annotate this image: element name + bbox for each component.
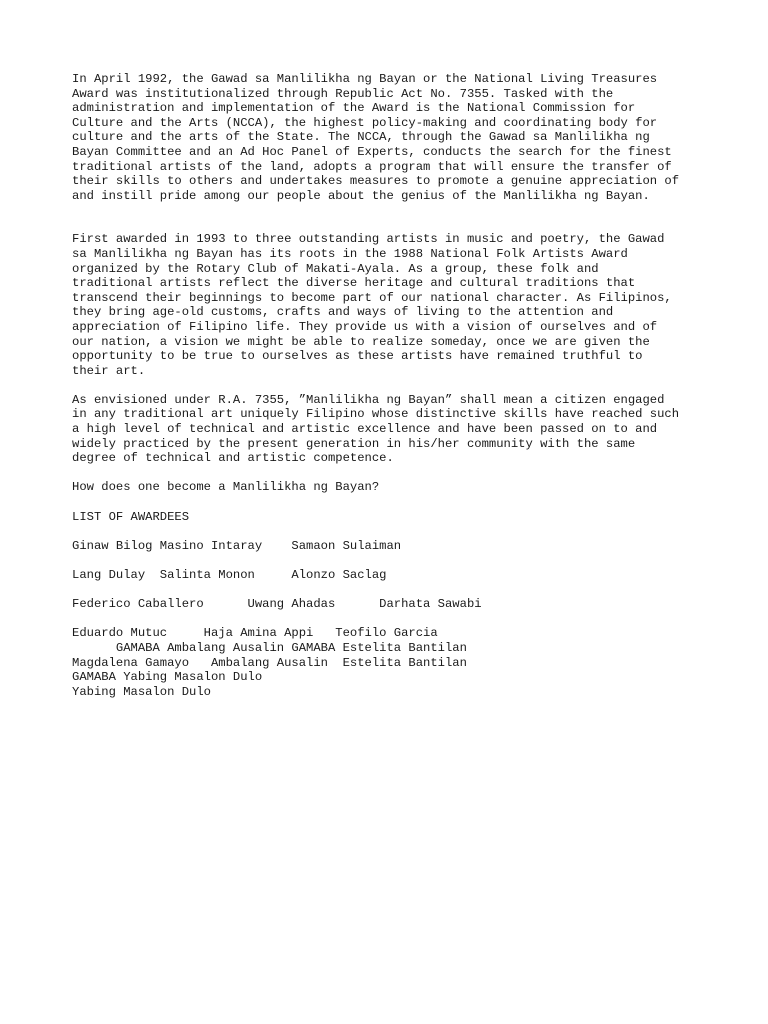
paragraph-spacer (72, 612, 752, 627)
text-line: their skills to others and undertakes measures to promote a genuine appreciation of (72, 174, 680, 189)
text-line: degree of technical and artistic competence. (72, 451, 394, 466)
intro-paragraph (72, 72, 752, 203)
text-line: in any traditional art uniquely Filipino whose distinctive skills have reached such (72, 407, 680, 422)
text-line: they bring age-old customs, crafts and ways of living to the attention and (72, 305, 614, 320)
text-line: traditional artists reflect the diverse heritage and cultural traditions that (72, 276, 636, 291)
text-line: a high level of technical and artistic excellence and have been passed on to and (72, 422, 658, 437)
awardee-line: GAMABA Yabing Masalon Dulo (72, 670, 263, 685)
text-line: organized by the Rotary Club of Makati-Ayala. As a group, these folk and (72, 261, 599, 276)
text-line: sa Manlilikha ng Bayan has its roots in the 1988 National Folk Artists Award (72, 246, 628, 261)
paragraph-spacer (72, 203, 752, 232)
paragraph-spacer (72, 495, 752, 510)
text-line: Culture and the Arts (NCCA), the highest policy-making and coordinating body for (72, 115, 658, 130)
text-line: In April 1992, the Gawad sa Manlilikha ng Bayan or the National Living Treasures (72, 72, 658, 86)
paragraph-spacer (72, 378, 752, 393)
history-paragraph (72, 232, 752, 378)
text-line: First awarded in 1993 to three outstanding artists in music and poetry, the Gawad (72, 232, 665, 247)
text-line: widely practiced by the present generation in his/her community with the same (72, 436, 636, 451)
awardee-row: Federico Caballero Uwang Ahadas Darhata Sawabi (72, 597, 482, 612)
paragraph-spacer (72, 466, 752, 481)
awardee-line: GAMABA Ambalang Ausalin GAMABA Estelita Bantilan (72, 640, 467, 655)
text-line: culture and the arts of the State. The NCCA, through the Gawad sa Manlilikha ng (72, 130, 650, 145)
paragraph-spacer (72, 583, 752, 598)
list-heading: LIST OF AWARDEES (72, 509, 190, 524)
awardee-row: Lang Dulay Salinta Monon Alonzo Saclag (72, 568, 387, 582)
awardee-block (72, 626, 752, 699)
text-line: and instill pride among our people about the genius of the Manlilikha ng Bayan. (72, 188, 650, 203)
awardee-line: Eduardo Mutuc Haja Amina Appi Teofilo Garcia (72, 626, 438, 641)
paragraph-spacer (72, 553, 752, 568)
text-line: Bayan Committee and an Ad Hoc Panel of Experts, conducts the search for the finest (72, 144, 672, 159)
text-line: administration and implementation of the Award is the National Commission for (72, 101, 636, 116)
paragraph-spacer (72, 524, 752, 539)
text-line: Award was institutionalized through Republic Act No. 7355. Tasked with the (72, 86, 614, 101)
document-page (72, 72, 752, 699)
text-line: transcend their beginnings to become part of our national character. As Filipinos, (72, 290, 672, 305)
awardee-line: Magdalena Gamayo Ambalang Ausalin Estelita Bantilan (72, 655, 467, 670)
definition-paragraph (72, 393, 752, 466)
text-line: opportunity to be true to ourselves as these artists have remained truthful to (72, 349, 643, 364)
awardee-row: Ginaw Bilog Masino Intaray Samaon Sulaiman (72, 538, 402, 553)
text-line: As envisioned under R.A. 7355, ”Manlilikha ng Bayan” shall mean a citizen engaged (72, 392, 665, 407)
text-line: appreciation of Filipino life. They provide us with a vision of ourselves and of (72, 319, 658, 334)
text-line: traditional artists of the land, adopts a program that will ensure the transfer of (72, 159, 672, 174)
text-line: their art. (72, 363, 146, 378)
awardee-line: Yabing Masalon Dulo (72, 684, 211, 699)
question-line: How does one become a Manlilikha ng Bayan? (72, 480, 380, 495)
text-line: our nation, a vision we might be able to realize someday, once we are given the (72, 334, 650, 349)
